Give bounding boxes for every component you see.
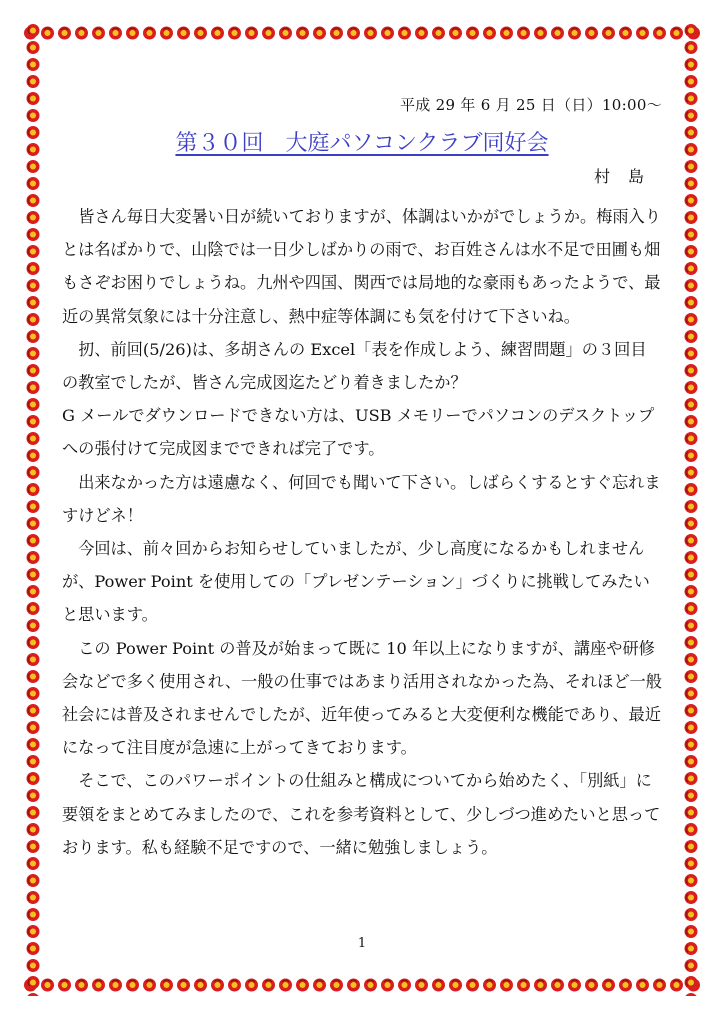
paragraph-closing: そこで、このパワーポイントの仕組みと構成についてから始めたく、「別紙」に要領をまとめてみましたので、これを参考資料として、少しづつ進めたいと思っております。私も経験不足ですので、一緒に勉強しましょう。 (62, 771, 661, 857)
border-bottom (22, 974, 702, 996)
paragraph-powerpoint-history: この Power Point の普及が始まって既に 10 年以上になりますが、講座や研修会などで多く使用され、一般の仕事ではあまり活用されなかった為、それほど一般社会には普及されませんでしたが、近年使ってみると大変便利な機能であり、最近になって注目度が急速に上がってきております。 (62, 638, 662, 758)
border-top (22, 22, 702, 44)
paragraph-previous-class: 扨、前回(5/26)は、多胡さんの Excel「表を作成しよう、練習問題」の３回目の教室でしたが、皆さん完成図迄たどり着きましたか？ (62, 339, 647, 393)
meeting-date: 平成 29 年 6 月 25 日（日）10:00～ (399, 96, 662, 114)
page-number: 1 (357, 936, 367, 951)
document-page (62, 92, 662, 952)
paragraph-powerpoint-plan: 今回は、前々回からお知らせしていましたが、少し高度になるかもしれませんが、Power Point を使用しての「プレゼンテーション」づくりに挑戦してみたいと思います。 (62, 539, 650, 625)
document-title: 第３０回 大庭パソコンクラブ同好会 (175, 131, 549, 156)
paragraph-ask-questions: 出来なかった方は遠慮なく、何回でも聞いて下さい。しばらくするとすぐ忘れますけどネ！ (62, 472, 661, 525)
document-body (62, 200, 662, 864)
paragraph-greeting: 皆さん毎日大変暑い日が続いておりますが、体調はいかがでしょうか。梅雨入りとは名ばかりで、山陰では一日少しばかりの雨で、お百姓さんは水不足で田圃も畑もさぞお困りでしょうね。九州や四国、関西では局地的な豪雨もあったようで、最近の異常気象には十分注意し、熱中症等体調にも気を付けて下さいね。 (62, 207, 661, 326)
border-right (680, 22, 702, 996)
paragraph-gmail-usb: G メールでダウンロードできない方は、USB メモリーでパソコンのデスクトップへの張付けて完成図までできれば完了です。 (62, 406, 655, 459)
border-left (22, 22, 44, 996)
author-name: 村島 (593, 167, 662, 186)
